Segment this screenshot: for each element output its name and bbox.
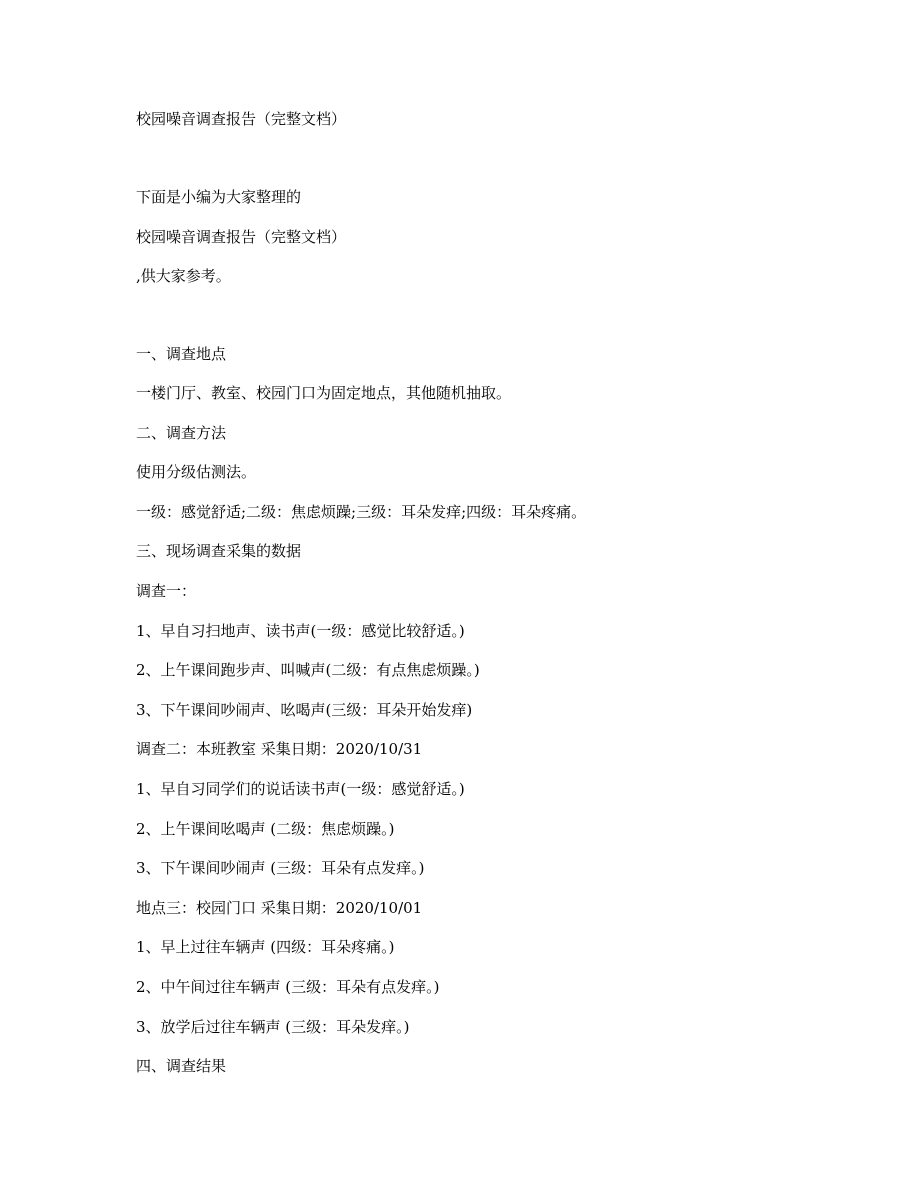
survey-3-heading: 地点三：校园门口 采集日期：2020/10/01	[136, 899, 423, 917]
intro-line-2: 校园噪音调查报告（完整文档）	[136, 228, 347, 246]
intro-line-1: 下面是小编为大家整理的	[136, 188, 302, 206]
survey-1-item: 3、下午课间吵闹声、吆喝声(三级：耳朵开始发痒)	[136, 701, 473, 719]
survey-2-item: 1、早自习同学们的说话读书声(一级：感觉舒适。)	[136, 780, 465, 798]
survey-2-item: 3、下午课间吵闹声 (三级：耳朵有点发痒。)	[136, 859, 425, 877]
survey-3-item: 3、放学后过往车辆声 (三级：耳朵发痒。)	[136, 1018, 410, 1036]
survey-3-item: 1、早上过往车辆声 (四级：耳朵疼痛。)	[136, 938, 395, 956]
section-2-heading: 二、调查方法	[136, 424, 227, 442]
section-1-body: 一楼门厅、教室、校园门口为固定地点，其他随机抽取。	[136, 384, 512, 402]
survey-3-item: 2、中午间过往车辆声 (三级：耳朵有点发痒。)	[136, 978, 440, 996]
intro-line-3: ,供大家参考。	[136, 267, 231, 285]
section-2-body: 使用分级估测法。	[136, 463, 257, 481]
section-3-heading: 三、现场调查采集的数据	[136, 542, 302, 560]
survey-1-item: 1、早自习扫地声、读书声(一级：感觉比较舒适。)	[136, 622, 465, 640]
survey-1-item: 2、上午课间跑步声、叫喊声(二级：有点焦虑烦躁。)	[136, 661, 480, 679]
survey-2-item: 2、上午课间吆喝声 (二级：焦虑烦躁。)	[136, 820, 395, 838]
section-2-levels: 一级：感觉舒适;二级：焦虑烦躁;三级：耳朵发痒;四级：耳朵疼痛。	[136, 503, 587, 521]
section-4-heading: 四、调查结果	[136, 1057, 227, 1075]
section-1-heading: 一、调查地点	[136, 345, 227, 363]
survey-2-heading: 调查二：本班教室 采集日期：2020/10/31	[136, 740, 423, 758]
survey-1-heading: 调查一：	[136, 582, 197, 600]
document-title: 校园噪音调查报告（完整文档）	[136, 110, 347, 128]
